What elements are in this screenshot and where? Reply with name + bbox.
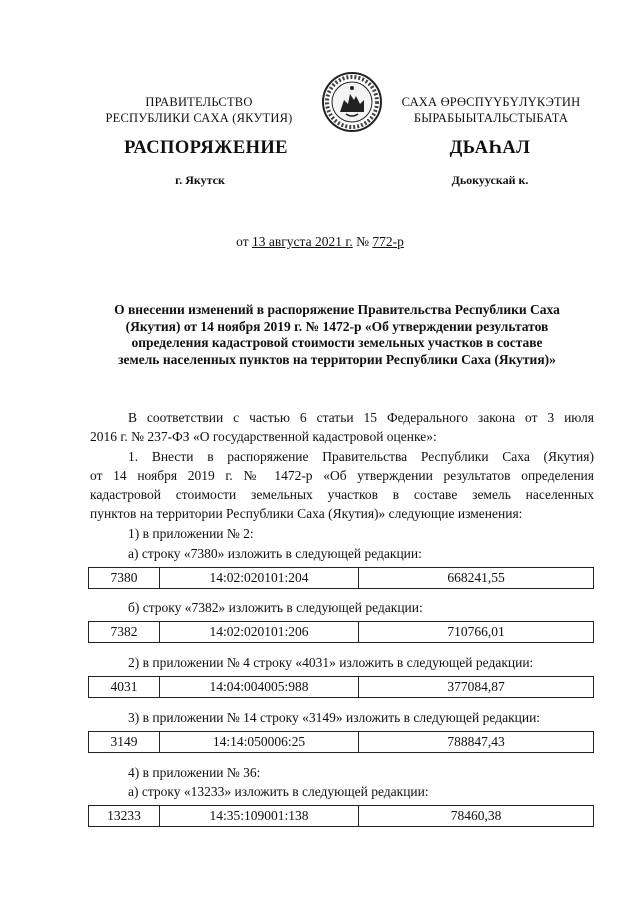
item-1a-text: а) строку «7380» изложить в следующей редакции: — [128, 546, 422, 561]
row-table-3149 — [88, 731, 594, 753]
header-right-line1: САХА ӨРӨСПҮҮБҮЛҮКЭТИН — [401, 95, 581, 109]
row-table-4031 — [88, 676, 594, 698]
table-row — [89, 677, 594, 698]
item-4-heading: 4) в приложении № 36: — [128, 765, 261, 780]
row-table-7382 — [88, 621, 594, 643]
header-right-line2: БЫРАБЫЫТАЛЬСТЫБАТА — [413, 111, 569, 125]
cadastral-value: 78460,38 — [359, 806, 594, 827]
document-subject — [82, 302, 592, 368]
item-1b-text: б) строку «7382» изложить в следующей редакции: — [128, 600, 423, 615]
city-ru: г. Якутск — [175, 173, 225, 187]
government-name-ru — [84, 94, 314, 126]
city-sah: Дьокуускай к. — [451, 173, 529, 187]
subject-line: (Якутия) от 14 ноября 2019 г. № 1472-р «Об утверждении результатов — [125, 318, 549, 334]
doc-type-sah: ДЬАҺАЛ — [449, 138, 531, 158]
row-number: 13233 — [89, 806, 160, 827]
subject-line: земель населенных пунктов на территории Республики Саха (Якутия)» — [118, 351, 556, 367]
table-row — [89, 806, 594, 827]
table-row — [89, 622, 594, 643]
text-line: пунктов на территории Республики Саха (Якутия)» следующие изменения: — [90, 506, 523, 521]
text-line: 2016 г. № 237-ФЗ «О государственной кадастровой оценке»: — [90, 429, 437, 444]
row-number: 3149 — [89, 732, 160, 753]
item-1-heading: 1) в приложении № 2: — [128, 526, 254, 541]
subject-line: определения кадастровой стоимости земельных участков в составе — [131, 335, 543, 350]
number-sign: № — [356, 234, 369, 249]
item-4a-text: а) строку «13233» изложить в следующей редакции: — [128, 784, 429, 799]
item-2-text: 2) в приложении № 4 строку «4031» изложить в следующей редакции: — [128, 655, 534, 670]
text-line: кадастровой стоимости земельных участков в составе земель населенных — [90, 487, 594, 502]
document-date: 13 августа 2021 г. — [252, 234, 353, 249]
cadastral-number: 14:02:020101:206 — [160, 622, 359, 643]
header-left-line1: ПРАВИТЕЛЬСТВО — [145, 95, 253, 109]
date-prefix: от — [236, 234, 249, 249]
row-table-13233 — [88, 805, 594, 827]
doc-type-ru: РАСПОРЯЖЕНИЕ — [124, 138, 288, 158]
cadastral-value: 788847,43 — [359, 732, 594, 753]
text-line: 1. Внести в распоряжение Правительства Республики Саха (Якутия) — [128, 449, 594, 464]
row-table-7380 — [88, 567, 594, 589]
row-number: 4031 — [89, 677, 160, 698]
cadastral-number: 14:14:050006:25 — [160, 732, 359, 753]
item-3-text: 3) в приложении № 14 строку «3149» изложить в следующей редакции: — [128, 710, 541, 725]
preamble-paragraph — [90, 408, 594, 446]
subject-line: О внесении изменений в распоряжение Правительства Республики Саха — [114, 302, 560, 317]
cadastral-number: 14:04:004005:988 — [160, 677, 359, 698]
document-number: 772-р — [372, 234, 404, 249]
cadastral-value: 710766,01 — [359, 622, 594, 643]
cadastral-value: 668241,55 — [359, 568, 594, 589]
table-row — [89, 732, 594, 753]
republic-emblem-icon — [320, 70, 384, 134]
table-row — [89, 568, 594, 589]
text-line: от 14 ноября 2019 г. № 1472-р «Об утверждении результатов определения — [90, 468, 594, 483]
row-number: 7380 — [89, 568, 160, 589]
cadastral-value: 377084,87 — [359, 677, 594, 698]
header-left-line2: РЕСПУБЛИКИ САХА (ЯКУТИЯ) — [105, 111, 293, 125]
clause-1-paragraph — [90, 447, 594, 523]
text-line: В соответствии с частью 6 статьи 15 Федерального закона от 3 июля — [128, 410, 594, 425]
row-number: 7382 — [89, 622, 160, 643]
cadastral-number: 14:35:109001:138 — [160, 806, 359, 827]
cadastral-number: 14:02:020101:204 — [160, 568, 359, 589]
government-name-sah — [376, 94, 606, 126]
date-number-line — [0, 234, 640, 250]
